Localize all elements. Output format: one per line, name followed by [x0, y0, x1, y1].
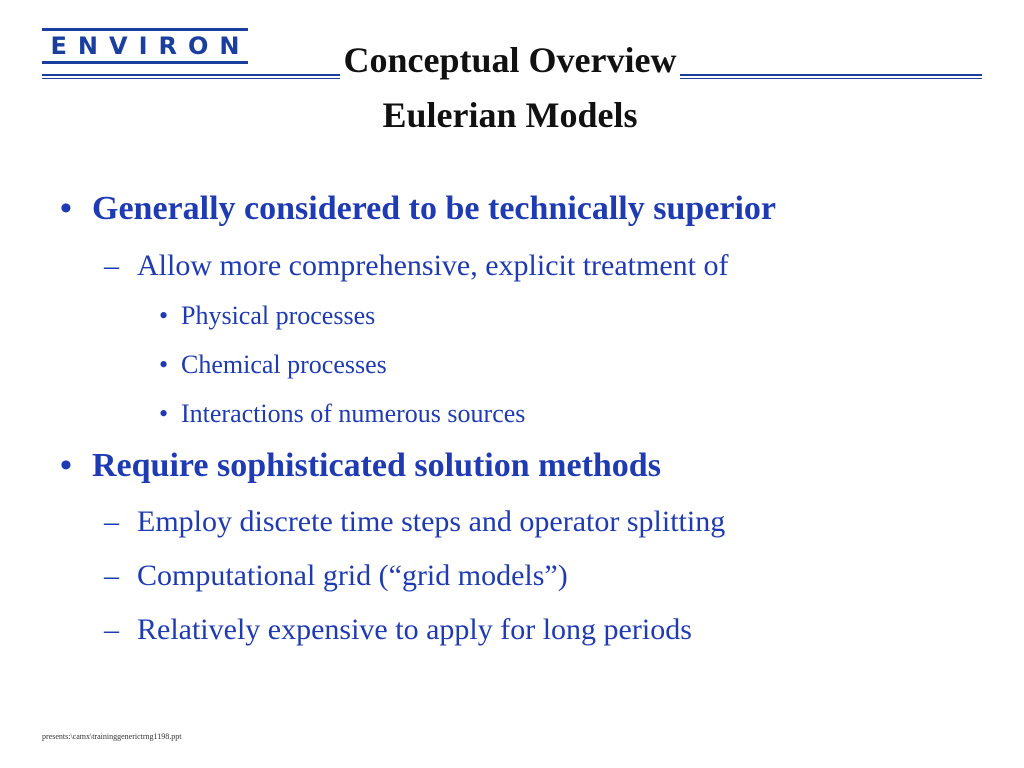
- sub-sub-bullet-item: [159, 301, 376, 331]
- bullet-text: Generally considered to be technically superior: [92, 190, 777, 227]
- sub-bullet-text: Allow more comprehensive, explicit treatment of: [137, 249, 729, 282]
- sub-sub-bullet-text: Interactions of numerous sources: [181, 399, 526, 428]
- dash-marker: –: [104, 249, 119, 282]
- sub-bullet-item: [104, 249, 729, 283]
- dash-marker: –: [104, 505, 119, 538]
- sub-sub-bullet-item: [159, 399, 526, 429]
- title-line-1: Conceptual Overview: [340, 33, 681, 88]
- dash-marker: –: [104, 559, 119, 592]
- sub-bullet-text: Computational grid (“grid models”): [137, 559, 568, 592]
- sub-bullet-text: Relatively expensive to apply for long periods: [137, 613, 692, 646]
- sub-bullet-item: [104, 505, 726, 539]
- title-line-2: Eulerian Models: [378, 88, 641, 143]
- bullet-item: [60, 190, 777, 228]
- footer-filepath: presents:\camx\traininggenerictrng1198.ppt: [42, 732, 182, 741]
- sub-bullet-item: [104, 613, 692, 647]
- dash-marker: –: [104, 613, 119, 646]
- bullet-text: Require sophisticated solution methods: [92, 447, 661, 484]
- bullet-marker: •: [159, 399, 169, 428]
- sub-bullet-item: [104, 559, 568, 593]
- bullet-marker: •: [60, 447, 72, 484]
- logo-text: ENVIRON: [50, 32, 251, 60]
- sub-sub-bullet-text: Chemical processes: [181, 350, 387, 379]
- sub-sub-bullet-text: Physical processes: [181, 301, 376, 330]
- sub-sub-bullet-item: [159, 350, 387, 380]
- bullet-marker: •: [159, 350, 169, 379]
- sub-bullet-text: Employ discrete time steps and operator splitting: [137, 505, 726, 538]
- bullet-item: [60, 447, 661, 485]
- bullet-marker: •: [60, 190, 72, 227]
- bullet-marker: •: [159, 301, 169, 330]
